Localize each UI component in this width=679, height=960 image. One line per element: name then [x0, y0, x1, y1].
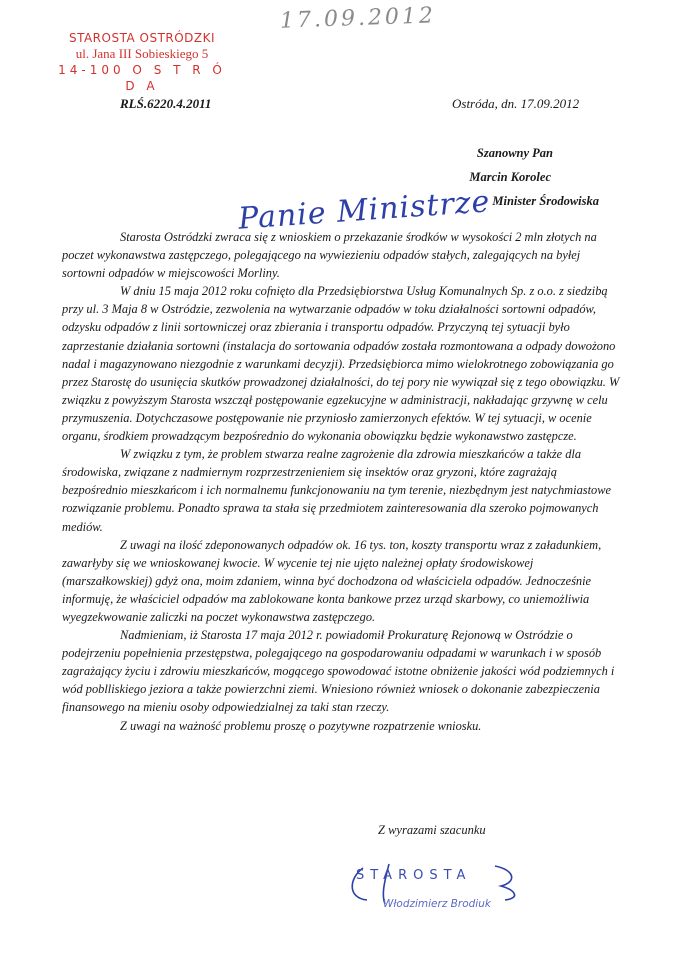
- closing-line: Z wyrazami szacunku: [378, 823, 486, 837]
- place-date: Ostróda, dn. 17.09.2012: [452, 96, 580, 111]
- signature-stamp-title: STAROSTA: [356, 868, 472, 883]
- stamp-city: 14-100 O S T R Ó D A: [58, 63, 226, 93]
- letter-body: [62, 228, 622, 735]
- addressee-line: Marcin Korolec: [469, 170, 551, 184]
- addressee-line: Szanowny Pan: [476, 146, 553, 160]
- body-paragraph: W związku z tym, że problem stwarza realne zagrożenie dla zdrowia mieszkańców a także dla środowiska, związane z nadmiernym rozprzestrzenieniem się insektów oraz gryzoni, które zagrażają bezpośrednio mieszkańcom i ich normalnemu funkcjonowaniu na tym terenie, niezbędnym jest natychmiastowe rozwiązanie problemu. Ponadto sprawa ta stała się przedmiotem zainteresowania dla szeroko pojmowanych mediów.: [62, 447, 611, 534]
- addressee-line: Minister Środowiska: [492, 194, 599, 208]
- received-date: 17.09.2012: [279, 3, 437, 34]
- body-paragraph: Nadmieniam, iż Starosta 17 maja 2012 r. powiadomił Prokuraturę Rejonową w Ostródzie o podejrzeniu popełnienia przestępstwa, polegającego na gospodarowaniu odpadami w warunkach i w sposób zagrażający życiu i zdrowiu mieszkańców, mogącego spowodować istotne obniżenie jakości wód podziemnych i wód poblliskiego jeziora a także powierzchni ziemi. Wniesiono również wniosek o dokonanie zabezpieczenia finansowego na mieniu osoby odpowiedzialnej za taki stan rzeczy.: [62, 628, 615, 715]
- signature-stamp-name: Włodzimierz Brodiuk: [383, 898, 491, 910]
- body-paragraph: Z uwagi na ilość zdeponowanych odpadów ok. 16 tys. ton, koszty transportu wraz z załadunkiem, zawarłyby się we wnioskowanej kwocie. W wycenie tej nie ujęto należnej opłaty środowiskowej (marszałkowskiej) gdyż ona, moim zdaniem, winna być dochodzona od właściciela odpadów. Jednocześnie informuję, że właściciel odpadów ma zablokowane konta bankowe przez urząd skarbowy, co uniemożliwia wyegzekwowanie zaliczki na poczet wykonawstwa zastępczego.: [62, 537, 602, 624]
- body-paragraph: Starosta Ostródzki zwraca się z wnioskiem o przekazanie środków w wysokości 2 mln złotych na poczet wykonawstwa zastępczego, polegającego na wywiezieniu odpadów stałych, zalegających na byłej sortowni odpadów w miejscowości Morliny.: [62, 230, 597, 281]
- reference-number: RLŚ.6220.4.2011: [120, 96, 212, 111]
- body-paragraph: Z uwagi na ważność problemu proszę o pozytywne rozpatrzenie wniosku.: [120, 718, 482, 733]
- stamp-office: STAROSTA OSTRÓDZKI: [68, 31, 216, 45]
- handwritten-salutation: Panie Ministrze: [237, 184, 492, 237]
- stamp-street: ul. Jana III Sobieskiego 5: [75, 46, 209, 61]
- body-paragraph: W dniu 15 maja 2012 roku cofnięto dla Przedsiębiorstwa Usług Komunalnych Sp. z o.o. z siedzibą przy ul. 3 Maja 8 w Ostródzie, zezwolenia na wytwarzanie odpadów w toku działalności sortowni odpadów, odzysku odpadów z linii sortowniczej oraz zbierania i transportu odpadów. Przyczyną tej sytuacji było zaprzestanie działania sortowni (instalacja do sortowania odpadów została rozmontowana a odpady dowożono nadal i magazynowano niezgodnie z warunkami decyzji). Przedsiębiorca mimo wielokrotnego zobowiązania go przez Starostę do usunięcia skutków prowadzonej działalności, do tej pory nie wywiązał się z tego obowiązku. W związku z powyższym Starosta wszczął postępowanie egzekucyjne w administracji, nakładając grzywnę w celu przymuszenia. Dotychczasowe postępowanie nie przyniosło zamierzonych efektów. W tej sytuacji, w ocenie organu, środkiem prowadzącym bezpośrednio do wykonania obowiązku będzie wykonawstwo zastępcze.: [62, 284, 620, 444]
- office-stamp: [57, 30, 227, 94]
